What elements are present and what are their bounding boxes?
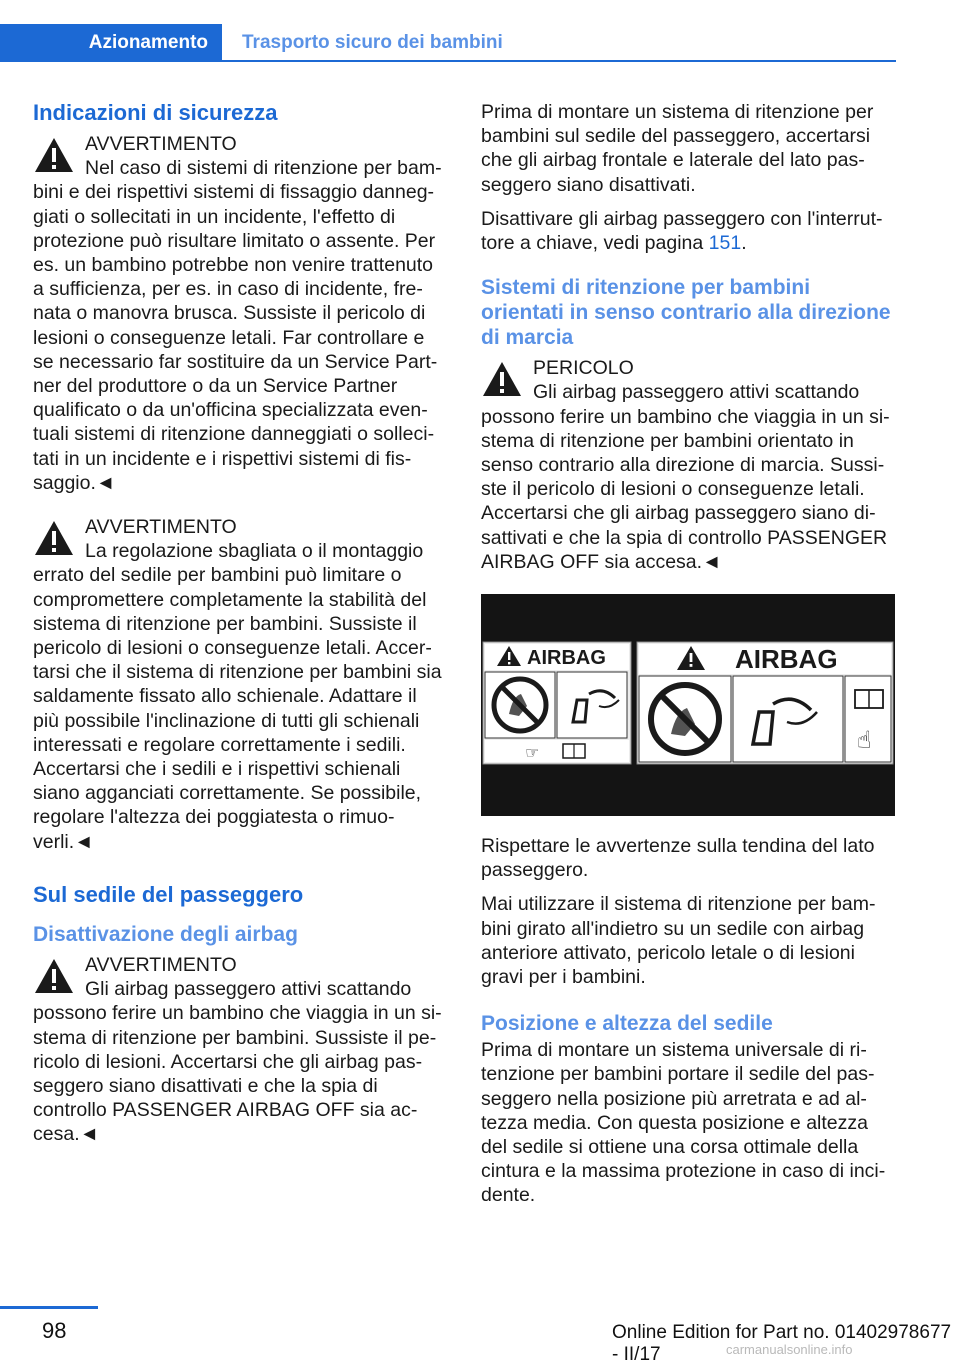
danger-title: PERICOLO (533, 357, 634, 380)
paragraph-sun-visor: Rispettare le avvertenze sulla tendina del lato passeggero. (481, 835, 875, 882)
airbag-labels-illustration (481, 594, 895, 816)
danger-block (481, 356, 895, 574)
footer-rule (0, 1306, 98, 1309)
pointing-hand-icon: ☝ (857, 726, 872, 755)
airbag-label-figure (481, 594, 895, 816)
page-header (0, 0, 960, 64)
page-number: 98 (42, 1318, 67, 1343)
airbag-label-small: AIRBAG (527, 647, 606, 670)
warning-title: AVVERTIMENTO (85, 133, 237, 155)
warning-title: AVVERTIMENTO (85, 516, 237, 539)
airbag-label-large: AIRBAG (735, 644, 838, 675)
edition-note: Online Edition for Part no. 01402978677 - II/17 (612, 1322, 952, 1365)
heading-seat-position: Posizione e altezza del sedile (481, 1012, 773, 1036)
warning-text: Gli airbag passeggero attivi scattando possono ferire un bambino che viaggia in un sistema di ritenzione per bambini. Sussiste il pericolo di lesioni. Accertarsi che gli airbag passeggero siano disattivati e che la spia di controllo PASSENGER AIRBAG OFF sia accesa.◄ (33, 978, 442, 1146)
paragraph-check-airbags: Prima di montare un sistema di ritenzione per bambini sul sedile del passeggero, accertarsi che gli airbag frontale e laterale del lato passeggero siano disattivati. (481, 101, 874, 196)
warning-block-2 (33, 515, 447, 854)
danger-text: Gli airbag passeggero attivi scattando possono ferire un bambino che viaggia in un sistema di ritenzione per bambini orientato in senso contrario alla direzione di marcia. Sussiste il pericolo di lesioni o conseguenze letali. Accertarsi che gli airbag passeggero siano disattivati e che la spia di controllo PASSENGER AIRBAG OFF sia accesa.◄ (481, 381, 890, 573)
heading-passenger-seat: Sul sedile del passeggero (33, 881, 304, 907)
warning-text: La regolazione sbagliata o il montaggio errato del sedile per bambini può limitare o compromettere completamente la stabilità del sistema di ritenzione per bambini. Sussiste il pericolo di lesioni o conseguenze letali. Accertarsi che il sistema di ritenzione per bambini sia saldamente fissato allo schienale. Adattare il più possibile l'inclinazione di tutti gli schienali interessati e regolare correttamente i sedili. Accertarsi che i sedili e i rispettivi schienali siano agganciati correttamente. Se possibile, regolare l'altezza dei poggiatesta o rimuoverli.◄ (33, 540, 442, 853)
watermark: carmanualsonline.info (726, 1342, 853, 1357)
paragraph-key-switch: Disattivare gli airbag passeggero con l'interruttore a chiave, vedi pagina 151. (481, 207, 883, 255)
section-tab: Azionamento (0, 24, 222, 62)
paragraph-seat-position: Prima di montare un sistema universale di ritenzione per bambini portare il sedile del passeggero nella posizione più arretrata e ad altezza media. Con questa posizione e altezza del sedile si ottiene una corsa ottimale della cintura e la massima protezione in caso di incidente. (481, 1039, 886, 1207)
warning-triangle-icon (33, 957, 75, 995)
heading-safety: Indicazioni di sicurezza (33, 100, 278, 125)
warning-triangle-icon (33, 519, 75, 557)
pointing-hand-icon: ☞ (525, 743, 540, 763)
warning-triangle-icon (481, 360, 523, 398)
warning-title: AVVERTIMENTO (85, 953, 237, 976)
warning-block-1 (33, 132, 447, 495)
chapter-tab: Trasporto sicuro dei bambini (242, 32, 503, 53)
warning-triangle-icon (33, 136, 75, 174)
header-rule (222, 60, 896, 62)
warning-block-3 (33, 953, 447, 1147)
paragraph-never-use: Mai utilizzare il sistema di ritenzione per bambini girato all'indietro su un sedile con airbag anteriore attivato, pericolo letale o di lesioni gravi per i bambini. (481, 893, 876, 989)
warning-text: Nel caso di sistemi di ritenzione per bambini e dei rispettivi sistemi di fissaggio danneggiati o sollecitati in un incidente, l'effetto di protezione può risultare limitato o assente. Per es. un bambino potrebbe non venire trattenuto a sufficienza, per es. in caso di incidente, frenata o manovra brusca. Sussiste il pericolo di lesioni o conseguenze letali. Far controllare e se necessario far sostituire da un Service Partner del produttore o da un Service Partner qualificato o da un'officina specializzata eventuali sistemi di ritenzione danneggiati o sollecitati in un incidente e i rispettivi sistemi di fissaggio.◄ (33, 157, 442, 494)
page-reference-link[interactable]: 151 (708, 232, 742, 255)
right-column (481, 100, 895, 1218)
heading-deactivate-airbag: Disattivazione degli airbag (33, 922, 298, 946)
left-column (33, 100, 447, 1159)
heading-rear-facing: Sistemi di ritenzione per bambini orientati in senso contrario alla direzione di marcia (481, 276, 891, 350)
